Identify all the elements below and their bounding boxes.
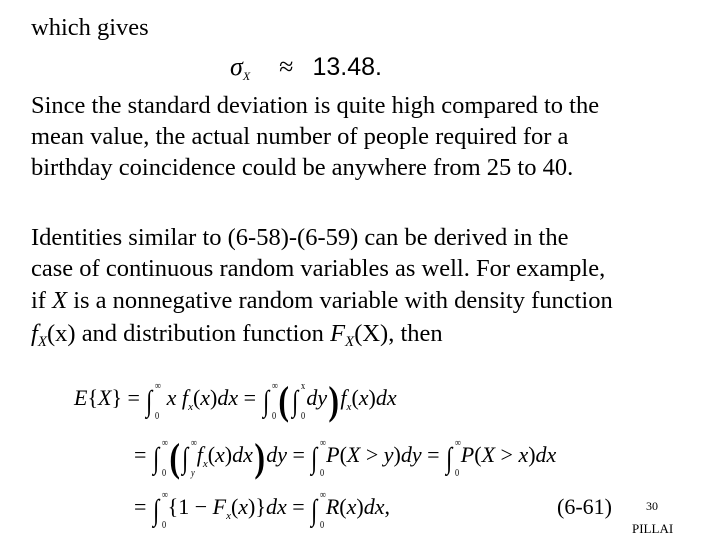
density-f: f — [31, 320, 38, 347]
author-label: PILLAI — [632, 521, 674, 536]
equation-line-3: = ∫ ∞ 0 $\{1 - F_x(x)\}dx$ = ∫ ∞ 0 R(x)dx, — [134, 489, 390, 531]
para1-line3: birthday coincidence could be anywhere from 25 to 40. — [31, 154, 574, 181]
density-arg: (x) — [46, 320, 76, 347]
intro-text: which gives — [31, 14, 149, 41]
para1-line1: Since the standard deviation is quite high compared to the — [31, 92, 600, 119]
distribution-F-sub: X — [345, 334, 355, 350]
equation-line-2: = ∫ ∞ 0 (∫ ∞ y $f_x(x)dx)dy$ = ∫ ∞ 0 P(X > y)dy = ∫ ∞ 0 P(X > x)dx — [134, 435, 557, 480]
sigma-equation — [230, 54, 382, 82]
density-f-sub: X — [37, 334, 47, 350]
sigma-subscript: X — [242, 69, 251, 83]
para1-line2: mean value, the actual number of people required for a — [31, 123, 569, 150]
para2-line4-mid: and distribution function — [75, 320, 331, 347]
approx-symbol: ≈ — [279, 52, 294, 81]
page-number: 30 — [646, 499, 658, 513]
para2-line4-end: , then — [388, 320, 443, 347]
para2-line1: Identities similar to (6-58)-(6-59) can be derived in the — [31, 224, 569, 251]
para2-line3-pre: if — [31, 287, 53, 314]
para2-line3 — [31, 289, 613, 314]
distribution-arg: (X) — [354, 320, 389, 347]
equation-line-1: E{X} = ∫ ∞ 0 x $f_x(x)dx$ = ∫ ∞ 0 (∫ x 0 $dy)f_x(x)dx$ — [74, 378, 397, 423]
sigma-value: 13.48. — [312, 53, 382, 81]
para2-var-x: X — [52, 287, 68, 314]
para2-line3-post: is a nonnegative random variable with density function — [67, 287, 613, 314]
equation-number: (6-61) — [557, 494, 612, 519]
sigma-symbol: σ — [230, 52, 243, 81]
distribution-F: F — [330, 320, 346, 347]
para2-line4 — [31, 322, 443, 350]
para2-line2: case of continuous random variables as well. For example, — [31, 255, 606, 282]
